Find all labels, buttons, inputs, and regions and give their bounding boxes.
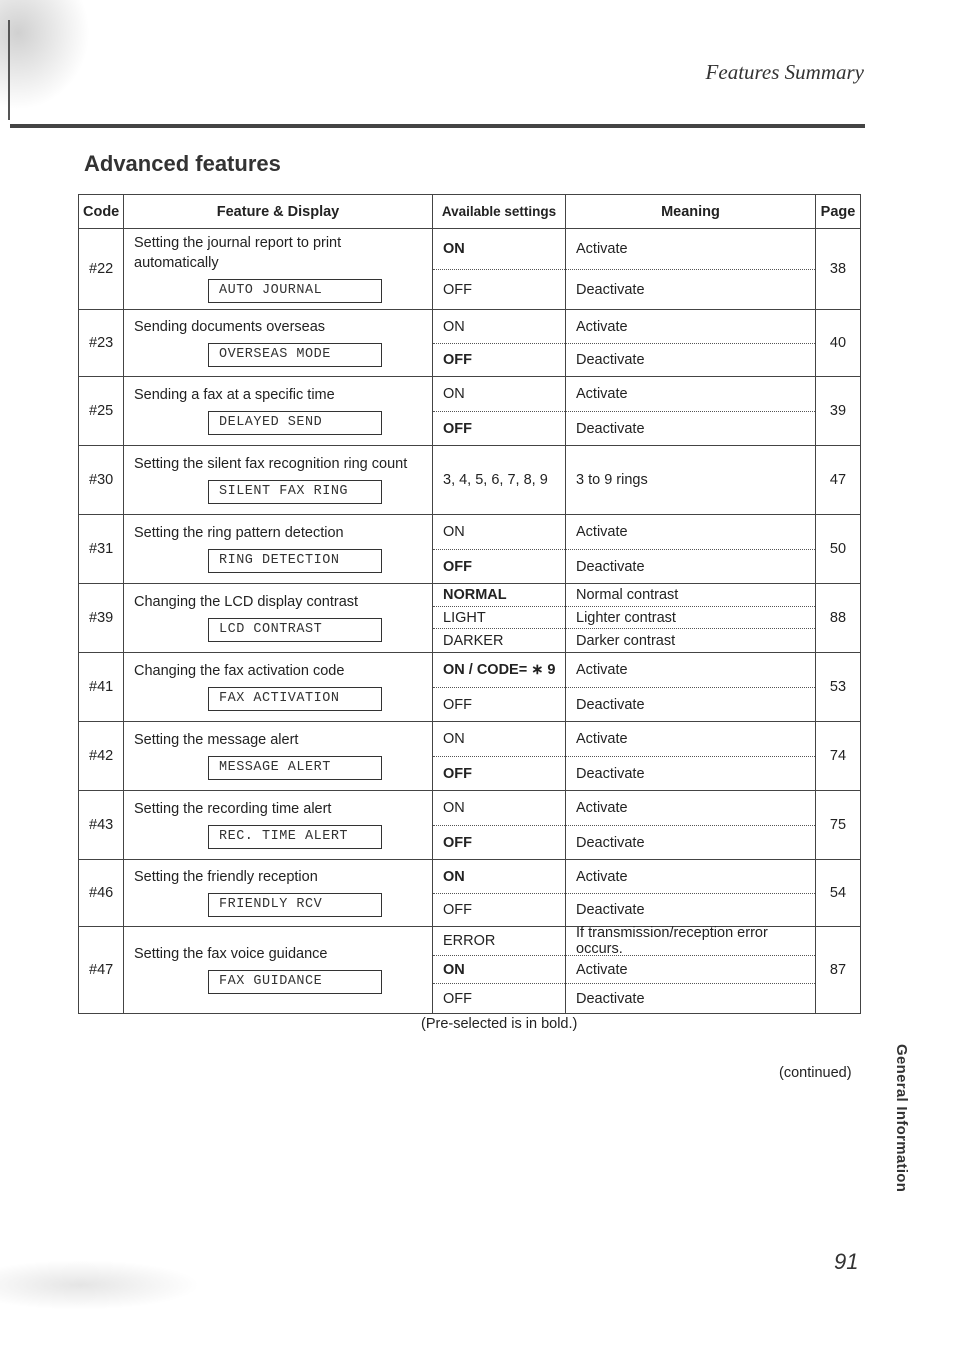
page-reference: 38 bbox=[816, 229, 861, 310]
table-row bbox=[79, 722, 861, 791]
lcd-display-text: FAX GUIDANCE bbox=[208, 970, 382, 994]
settings-cell bbox=[433, 791, 566, 860]
setting-meaning: Activate bbox=[576, 386, 628, 402]
setting-meaning: Deactivate bbox=[566, 756, 815, 790]
settings-cell bbox=[433, 927, 566, 1014]
settings-cell bbox=[433, 584, 566, 653]
setting-meaning: Activate bbox=[576, 800, 628, 816]
setting-option: ON bbox=[443, 318, 465, 335]
setting-meaning: Deactivate bbox=[566, 269, 815, 309]
setting-meaning: Deactivate bbox=[566, 687, 815, 721]
feature-code: #41 bbox=[79, 653, 124, 722]
setting-option: OFF bbox=[433, 549, 565, 583]
meaning-cell bbox=[566, 927, 816, 1014]
setting-option: OFF bbox=[433, 893, 565, 926]
column-header-page: Page bbox=[816, 195, 861, 229]
setting-option: OFF bbox=[433, 983, 565, 1013]
feature-description: Setting the recording time alert bbox=[134, 801, 332, 817]
page-reference: 87 bbox=[816, 927, 861, 1014]
page-reference: 40 bbox=[816, 310, 861, 377]
setting-option: ON bbox=[443, 386, 465, 402]
setting-meaning: Activate bbox=[576, 318, 628, 335]
setting-meaning: Deactivate bbox=[566, 549, 815, 583]
setting-meaning: Activate bbox=[576, 662, 628, 678]
setting-option: ON bbox=[443, 524, 465, 540]
table-row bbox=[79, 927, 861, 1014]
meaning-cell bbox=[566, 446, 816, 515]
table-row bbox=[79, 584, 861, 653]
page-reference: 88 bbox=[816, 584, 861, 653]
setting-option: ON / CODE= ∗ 9 bbox=[443, 662, 556, 678]
feature-description: Setting the fax voice guidance bbox=[134, 946, 328, 962]
column-header-settings: Available settings bbox=[433, 195, 566, 229]
setting-meaning: If transmission/reception error occurs. bbox=[576, 925, 768, 957]
feature-code: #47 bbox=[79, 927, 124, 1014]
feature-code: #30 bbox=[79, 446, 124, 515]
column-header-feature: Feature & Display bbox=[124, 195, 433, 229]
feature-description: Changing the LCD display contrast bbox=[134, 594, 359, 610]
feature-cell bbox=[124, 446, 433, 515]
meaning-cell bbox=[566, 791, 816, 860]
page-reference: 39 bbox=[816, 377, 861, 446]
page-reference: 50 bbox=[816, 515, 861, 584]
meaning-cell bbox=[566, 229, 816, 310]
feature-description: Sending documents overseas bbox=[134, 319, 326, 335]
page-edge-mark bbox=[8, 20, 10, 120]
settings-cell bbox=[433, 229, 566, 310]
lcd-display-text: FRIENDLY RCV bbox=[208, 893, 382, 917]
setting-meaning: Darker contrast bbox=[566, 628, 815, 652]
page-reference: 54 bbox=[816, 860, 861, 927]
side-tab-label: General Information bbox=[893, 1044, 910, 1193]
section-heading: Advanced features bbox=[84, 151, 281, 176]
page-reference: 74 bbox=[816, 722, 861, 791]
lcd-display-text: SILENT FAX RING bbox=[208, 480, 382, 504]
setting-meaning: Deactivate bbox=[566, 825, 815, 859]
table-row bbox=[79, 446, 861, 515]
feature-cell bbox=[124, 377, 433, 446]
feature-cell bbox=[124, 310, 433, 377]
settings-cell bbox=[433, 446, 566, 515]
table-header-row bbox=[79, 195, 861, 229]
lcd-display-text: DELAYED SEND bbox=[208, 411, 382, 435]
feature-code: #31 bbox=[79, 515, 124, 584]
setting-meaning: Activate bbox=[576, 524, 628, 540]
feature-description: Setting the silent fax recognition ring count bbox=[134, 456, 408, 472]
setting-option: 3, 4, 5, 6, 7, 8, 9 bbox=[443, 472, 548, 488]
meaning-cell bbox=[566, 310, 816, 377]
feature-code: #46 bbox=[79, 860, 124, 927]
setting-option: OFF bbox=[433, 343, 565, 376]
setting-option: NORMAL bbox=[443, 587, 507, 603]
feature-cell bbox=[124, 515, 433, 584]
meaning-cell bbox=[566, 653, 816, 722]
setting-option: ON bbox=[443, 241, 465, 257]
settings-cell bbox=[433, 377, 566, 446]
setting-option: DARKER bbox=[433, 628, 565, 652]
setting-meaning: Activate bbox=[576, 241, 628, 257]
setting-option: ON bbox=[443, 800, 465, 816]
setting-meaning: Activate bbox=[566, 955, 815, 983]
setting-meaning: Deactivate bbox=[566, 411, 815, 445]
continued-note: (continued) bbox=[779, 1065, 852, 1081]
setting-meaning: 3 to 9 rings bbox=[576, 472, 648, 488]
feature-code: #39 bbox=[79, 584, 124, 653]
meaning-cell bbox=[566, 722, 816, 791]
meaning-cell bbox=[566, 515, 816, 584]
feature-cell bbox=[124, 584, 433, 653]
page-reference: 47 bbox=[816, 446, 861, 515]
setting-option: OFF bbox=[433, 687, 565, 721]
header-rule bbox=[10, 124, 865, 128]
feature-cell bbox=[124, 229, 433, 310]
meaning-cell bbox=[566, 860, 816, 927]
feature-description: Changing the fax activation code bbox=[134, 663, 345, 679]
feature-description: Setting the message alert bbox=[134, 732, 299, 748]
running-header: Features Summary bbox=[705, 60, 864, 84]
feature-cell bbox=[124, 722, 433, 791]
lcd-display-text: FAX ACTIVATION bbox=[208, 687, 382, 711]
page-number: 91 bbox=[834, 1249, 859, 1274]
table-row bbox=[79, 791, 861, 860]
table-row bbox=[79, 515, 861, 584]
setting-meaning: Deactivate bbox=[566, 983, 815, 1013]
setting-meaning: Activate bbox=[576, 868, 628, 885]
scan-smudge bbox=[0, 0, 90, 110]
feature-code: #22 bbox=[79, 229, 124, 310]
lcd-display-text: AUTO JOURNAL bbox=[208, 279, 382, 303]
lcd-display-text: OVERSEAS MODE bbox=[208, 343, 382, 367]
settings-cell bbox=[433, 722, 566, 791]
setting-meaning: Deactivate bbox=[566, 893, 815, 926]
feature-code: #25 bbox=[79, 377, 124, 446]
lcd-display-text: MESSAGE ALERT bbox=[208, 756, 382, 780]
feature-code: #42 bbox=[79, 722, 124, 791]
feature-description: Setting the journal report to print automatically bbox=[134, 235, 342, 271]
column-header-code: Code bbox=[79, 195, 124, 229]
setting-meaning: Lighter contrast bbox=[566, 606, 815, 628]
scan-smudge-bottom bbox=[0, 1260, 200, 1310]
setting-meaning: Activate bbox=[576, 731, 628, 747]
table-row bbox=[79, 860, 861, 927]
features-table bbox=[78, 194, 861, 1014]
setting-option: ON bbox=[443, 731, 465, 747]
setting-option: OFF bbox=[433, 756, 565, 790]
lcd-display-text: RING DETECTION bbox=[208, 549, 382, 573]
feature-cell bbox=[124, 791, 433, 860]
table-row bbox=[79, 377, 861, 446]
column-header-meaning: Meaning bbox=[566, 195, 816, 229]
feature-cell bbox=[124, 860, 433, 927]
meaning-cell bbox=[566, 584, 816, 653]
table-row bbox=[79, 229, 861, 310]
settings-cell bbox=[433, 860, 566, 927]
page-reference: 75 bbox=[816, 791, 861, 860]
feature-description: Setting the friendly reception bbox=[134, 869, 318, 885]
lcd-display-text: REC. TIME ALERT bbox=[208, 825, 382, 849]
setting-option: ON bbox=[443, 868, 465, 885]
settings-cell bbox=[433, 653, 566, 722]
setting-option: OFF bbox=[433, 411, 565, 445]
setting-meaning: Deactivate bbox=[566, 343, 815, 376]
feature-description: Sending a fax at a specific time bbox=[134, 387, 335, 403]
settings-cell bbox=[433, 515, 566, 584]
feature-code: #23 bbox=[79, 310, 124, 377]
setting-option: OFF bbox=[433, 269, 565, 309]
setting-option: OFF bbox=[433, 825, 565, 859]
table-row bbox=[79, 653, 861, 722]
lcd-display-text: LCD CONTRAST bbox=[208, 618, 382, 642]
page-reference: 53 bbox=[816, 653, 861, 722]
footnote: (Pre-selected is in bold.) bbox=[421, 1016, 578, 1032]
table-row bbox=[79, 310, 861, 377]
feature-description: Setting the ring pattern detection bbox=[134, 525, 344, 541]
feature-cell bbox=[124, 927, 433, 1014]
feature-cell bbox=[124, 653, 433, 722]
feature-code: #43 bbox=[79, 791, 124, 860]
setting-option: ON bbox=[433, 955, 565, 983]
setting-meaning: Normal contrast bbox=[576, 587, 679, 603]
meaning-cell bbox=[566, 377, 816, 446]
setting-option: LIGHT bbox=[433, 606, 565, 628]
settings-cell bbox=[433, 310, 566, 377]
setting-option: ERROR bbox=[443, 933, 496, 949]
